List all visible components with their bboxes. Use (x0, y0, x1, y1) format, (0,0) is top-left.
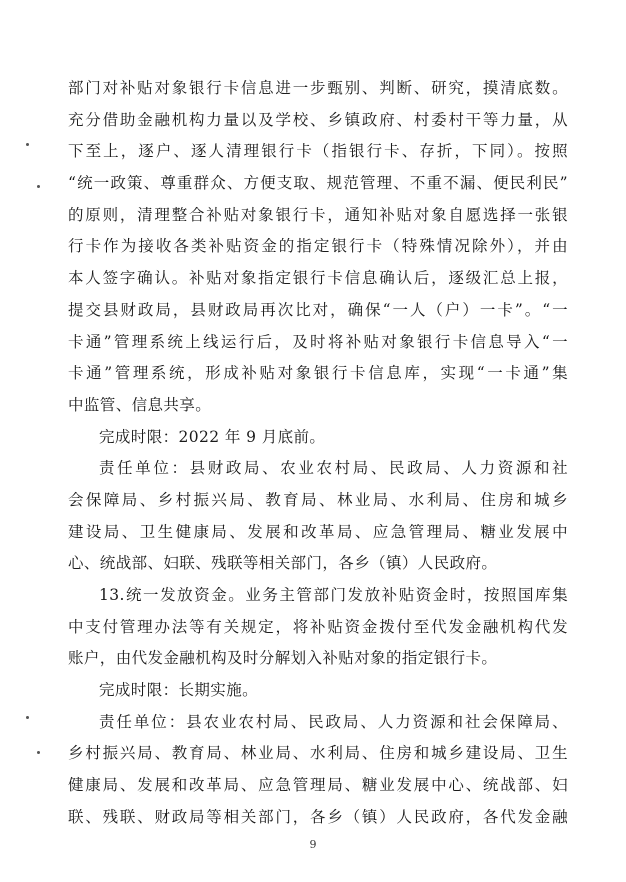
text-line: 心、统战部、妇联、残联等相关部门，各乡（镇）人民政府。 (68, 554, 498, 573)
body-text (68, 73, 568, 834)
text-line: 本人签字确认。补贴对象指定银行卡信息确认后，逐级汇总上报， (68, 269, 568, 288)
margin-dot (26, 716, 29, 719)
text-line: 卡通”管理系统，形成补贴对象银行卡信息库，实现“一卡通”集 (68, 364, 568, 383)
text-line: 卡通”管理系统上线运行后，及时将补贴对象银行卡信息导入“一 (68, 332, 568, 351)
page-number: 9 (309, 838, 317, 851)
text-line: 会保障局、乡村振兴局、教育局、林业局、水利局、住房和城乡 (68, 490, 568, 509)
text-line: 乡村振兴局、教育局、林业局、水利局、住房和城乡建设局、卫生 (68, 744, 568, 763)
margin-dot (26, 143, 29, 146)
text-line: 充分借助金融机构力量以及学校、乡镇政府、村委村干等力量，从 (68, 110, 568, 129)
deadline-line: 完成时限：2022 年 9 月底前。 (99, 427, 326, 446)
text-line: 健康局、发展和改革局、应急管理局、糖业发展中心、统战部、妇 (68, 776, 568, 795)
text-line: 账户，由代发金融机构及时分解划入补贴对象的指定银行卡。 (68, 649, 498, 668)
responsible-units-line: 责任单位：县农业农村局、民政局、人力资源和社会保障局、 (99, 712, 568, 731)
text-line: 行卡作为接收各类补贴资金的指定银行卡（特殊情况除外），并由 (68, 237, 568, 256)
text-line: 建设局、卫生健康局、发展和改革局、应急管理局、糖业发展中 (68, 522, 568, 541)
text-line: 中支付管理办法等有关规定，将补贴资金拨付至代发金融机构代发 (68, 617, 568, 636)
text-line: 的原则，清理整合补贴对象银行卡，通知补贴对象自愿选择一张银 (68, 205, 568, 224)
section-heading-line: 13.统一发放资金。业务主管部门发放补贴资金时，按照国库集 (99, 586, 568, 604)
deadline-line: 完成时限：长期实施。 (99, 681, 259, 700)
text-line: “统一政策、尊重群众、方便支取、规范管理、不重不漏、便民利民” (68, 174, 568, 193)
text-line: 部门对补贴对象银行卡信息进一步甄别、判断、研究，摸清底数。 (68, 79, 568, 97)
text-line: 联、残联、财政局等相关部门，各乡（镇）人民政府，各代发金融 (68, 807, 568, 826)
text-line: 下至上，逐户、逐人清理银行卡（指银行卡、存折，下同）。按照 (68, 142, 568, 161)
responsible-units-line: 责任单位：县财政局、农业农村局、民政局、人力资源和社 (99, 459, 568, 478)
margin-dot (37, 185, 40, 188)
margin-dot (37, 751, 40, 754)
text-line: 提交县财政局，县财政局再次比对，确保“一人（户）一卡”。“一 (68, 300, 568, 319)
text-line: 中监管、信息共享。 (68, 395, 212, 414)
